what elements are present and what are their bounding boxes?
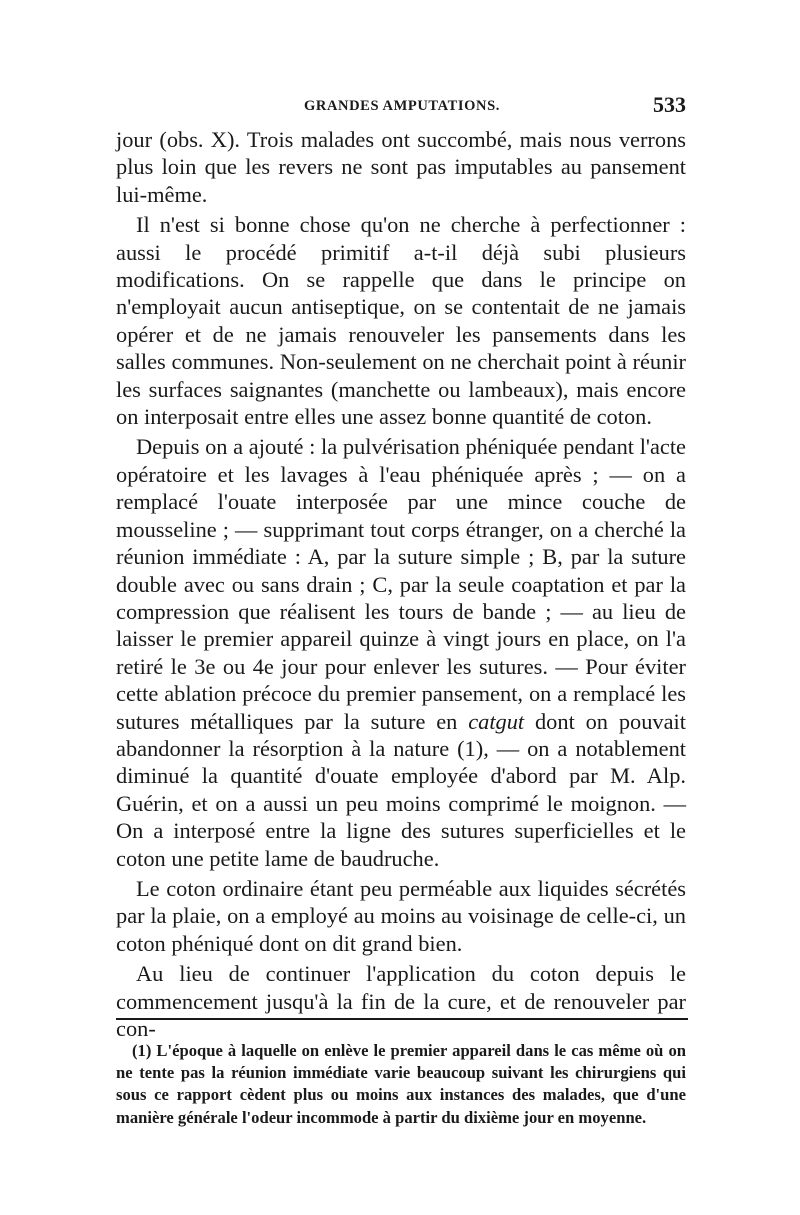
paragraph-additions [116,433,686,872]
paragraph-cotton: Le coton ordinaire étant peu perméable aux liquides sécrétés par la plaie, on a employé au moins au voisinage de celle-ci, un coton phéniqué dont on dit grand bien. [116,875,686,956]
page-number: 533 [653,92,686,117]
body-text [116,126,686,1042]
running-header [118,92,686,120]
running-title: GRANDES AMPUTATIONS. [304,98,500,114]
italic-term-catgut: catgut [468,708,525,734]
paragraph-additions-text-start: Depuis on a ajouté : la pulvérisation phéniquée pendant l'acte opératoire et les lavages à l'eau phéniquée après ; — on a remplacé l'ouate interposée par une mince couche de mousseline ; — supprimant tout corps étranger, on a cherché la réunion immédiate : A, par la suture simple ; B, par la suture double avec ou sans drain ; C, par la seule coaptation et par la compression que réalisent les tours de bande ; — au lieu de laisser le premier appareil quinze à vingt jours en place, on l'a retiré le 3e ou 4e jour pour enlever les sutures. — Pour éviter cette ablation précoce du premier pansement, on a remplacé les sutures métalliques par la suture en [116,434,686,734]
footnote-divider [116,1018,688,1020]
paragraph-modifications: Il n'est si bonne chose qu'on ne cherche à perfectionner : aussi le procédé primitif a-t-il déjà subi plusieurs modifications. On se rappelle que dans le principe on n'employait aucun antiseptique, on se contentait de ne jamais opérer et de ne jamais renouveler les pansements dans les salles communes. Non-seulement on ne cherchait point à réunir les surfaces saignantes (manchette ou lambeaux), mais encore on interposait entre elles une assez bonne quantité de coton. [116,212,686,430]
paragraph-continuation-end: Au lieu de continuer l'application du coton depuis le commencement jusqu'à la fin de la cure, et de renouveler par con- [116,961,686,1041]
footnote: (1) L'époque à laquelle on enlève le premier appareil dans le cas même où on ne tente pas la réunion immédiate varie beaucoup suivant les chirurgiens qui sous ce rapport cèdent plus ou moins aux instances des malades, que d'une manière générale l'odeur incommode à partir du dixième jour en moyenne. [116,1041,686,1127]
paragraph-additions-text-end: dont on pouvait abandonner la résorption à la nature (1), — on a notablement diminué la quantité d'ouate employée d'abord par M. Alp. Guérin, et on a aussi un peu moins comprimé le moignon. — On a interposé entre la ligne des sutures superficielles et le coton une petite lame de baudruche. [116,708,686,871]
paragraph-continuation: jour (obs. X). Trois malades ont succombé, mais nous verrons plus loin que les revers ne sont pas imputables au pansement lui-même. [116,127,686,207]
